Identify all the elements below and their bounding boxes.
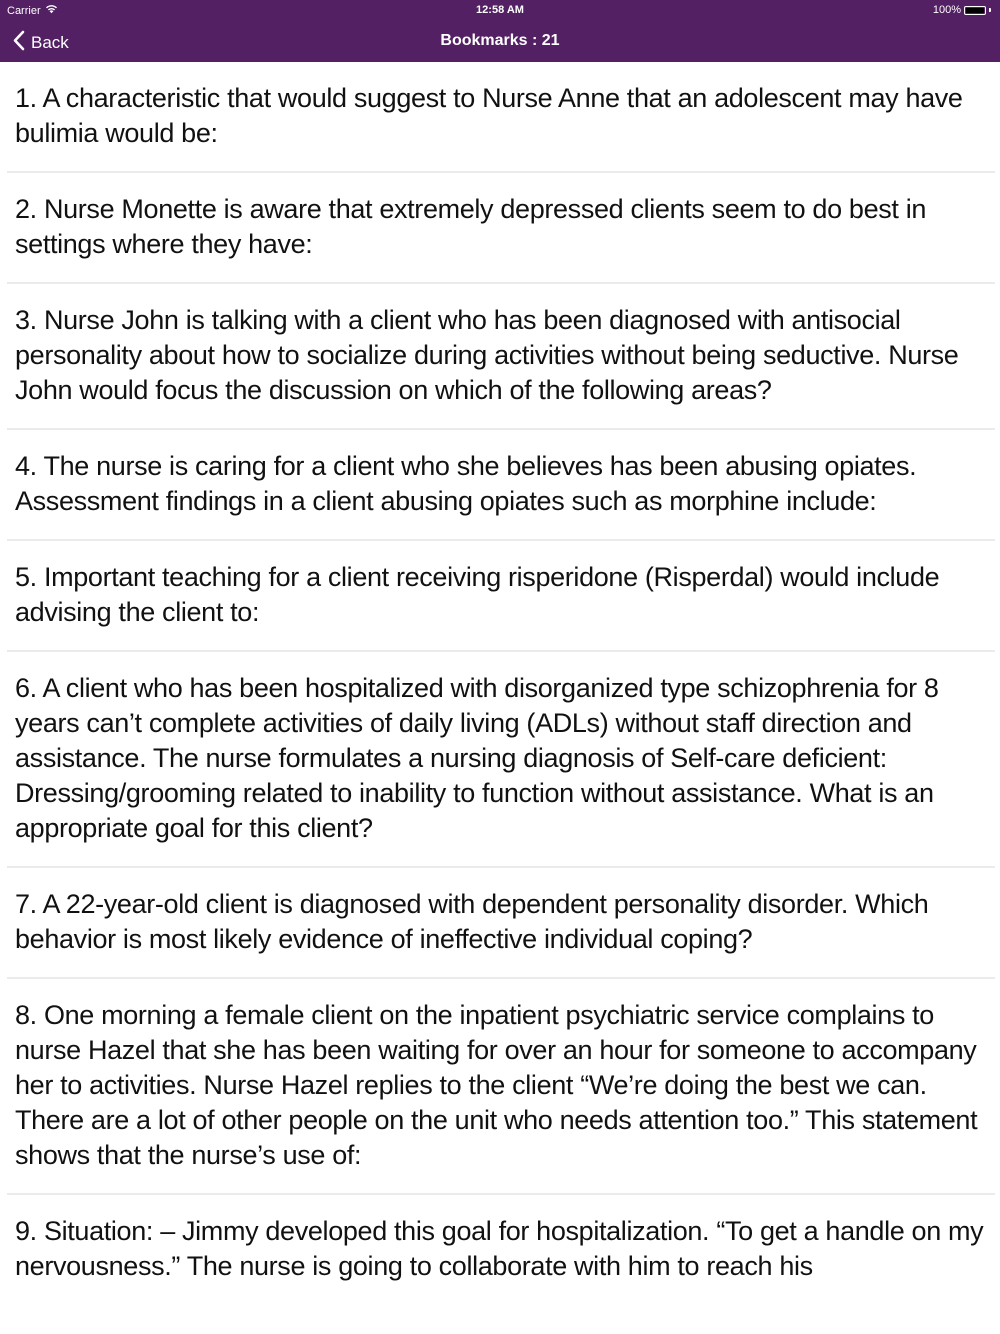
- page-title: Bookmarks : 21: [440, 32, 560, 49]
- bookmark-item-8[interactable]: [7, 979, 995, 1195]
- bookmark-text: 6. A client who has been hospitalized with disorganized type schizophrenia for 8 years can’t complete activities of daily living (ADLs) without staff direction and assistance. The nurse formulates a nursing diagnosis of Self-care deficient: Dressing/grooming related to inability to function without assistance. What is an appropriate goal for this client?: [15, 673, 939, 843]
- bookmark-text: 7. A 22-year-old client is diagnosed with dependent personality disorder. Which behavior is most likely evidence of ineffective individual coping?: [15, 889, 929, 954]
- navigation-bar: [0, 0, 1000, 62]
- status-bar: [0, 0, 1000, 20]
- status-time: 12:58 AM: [476, 4, 524, 16]
- nav-header: [0, 22, 1000, 62]
- bookmark-item-4[interactable]: [7, 430, 995, 541]
- battery-tip: [989, 8, 991, 12]
- bookmark-text: 8. One morning a female client on the inpatient psychiatric service complains to nurse Hazel that she has been waiting for over an hour for someone to accompany her to activities. Nurse Hazel replies to the client “We’re doing the best we can. There are a lot of other people on the unit who needs attention too.” This statement shows that the nurse’s use of:: [15, 1000, 978, 1170]
- bookmark-item-7[interactable]: [7, 868, 995, 979]
- back-label: Back: [31, 33, 69, 52]
- bookmark-text: 4. The nurse is caring for a client who she believes has been abusing opiates. Assessment findings in a client abusing opiates such as morphine include:: [15, 451, 917, 516]
- bookmark-item-1[interactable]: [7, 62, 995, 173]
- battery-indicator: [933, 4, 991, 16]
- carrier-label: Carrier: [7, 4, 41, 17]
- bookmark-list: [0, 62, 1000, 1304]
- bookmark-text: 9. Situation: – Jimmy developed this goal for hospitalization. “To get a handle on my nervousness.” The nurse is going to collaborate with him to reach his: [15, 1216, 984, 1281]
- bookmark-text: 1. A characteristic that would suggest to Nurse Anne that an adolescent may have bulimia would be:: [15, 83, 963, 148]
- bookmark-item-2[interactable]: [7, 173, 995, 284]
- bookmark-item-5[interactable]: [7, 541, 995, 652]
- bookmark-text: 2. Nurse Monette is aware that extremely depressed clients seem to do best in settings where they have:: [15, 194, 927, 259]
- bookmark-item-6[interactable]: [7, 652, 995, 868]
- bookmark-text: 5. Important teaching for a client receiving risperidone (Risperdal) would include advising the client to:: [15, 562, 940, 627]
- battery-icon: [964, 6, 986, 15]
- battery-percent: 100%: [932, 4, 961, 16]
- bookmark-item-3[interactable]: [7, 284, 995, 430]
- battery-fill: [966, 8, 984, 13]
- bookmark-text: 3. Nurse John is talking with a client who has been diagnosed with antisocial personality about how to socialize during activities without being seductive. Nurse John would focus the discussion on which of the following areas?: [15, 305, 959, 405]
- bookmark-item-9[interactable]: [7, 1195, 995, 1304]
